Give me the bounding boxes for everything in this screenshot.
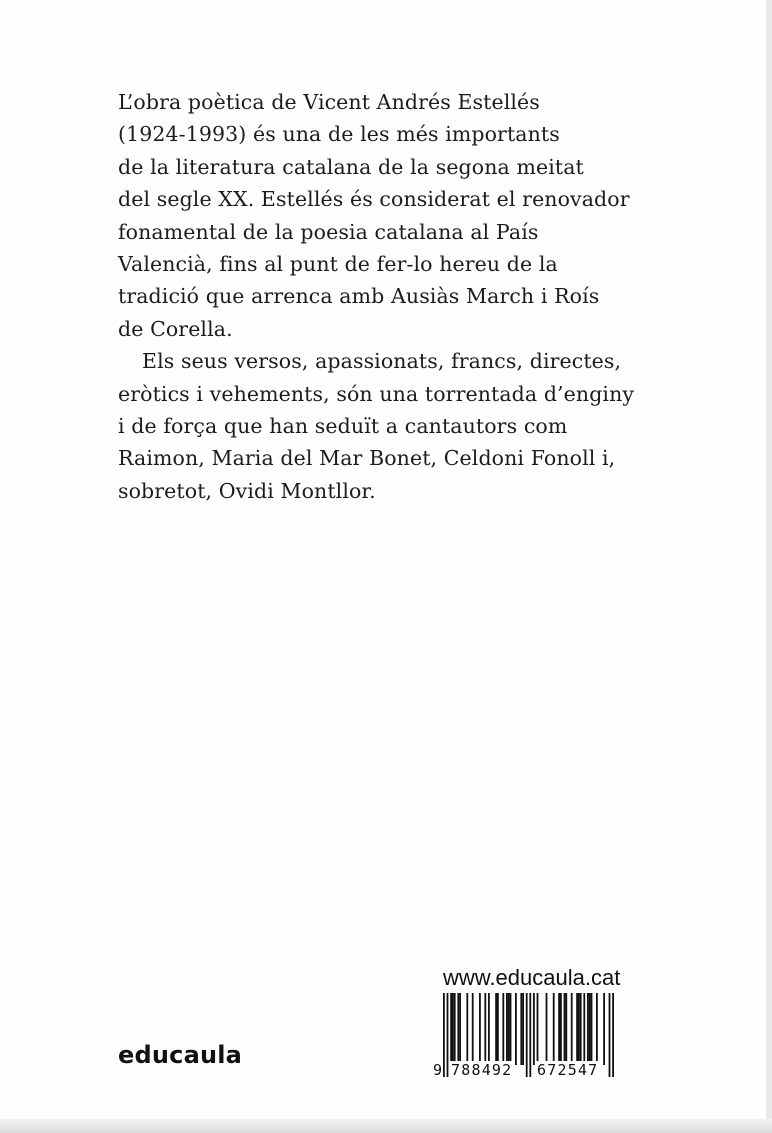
- blurb-text: [118, 86, 638, 507]
- blurb-line: del segle XX. Estellés és considerat el renovador: [118, 187, 630, 212]
- barcode-bar: [576, 993, 578, 1065]
- barcode-bar: [587, 993, 589, 1065]
- barcode-bar: [596, 993, 598, 1065]
- barcode-bar: [472, 993, 474, 1065]
- barcode-bar: [502, 993, 504, 1065]
- barcode-bar: [510, 993, 512, 1065]
- blurb-paragraph-1: [118, 86, 638, 345]
- barcode-bar: [484, 993, 486, 1065]
- barcode-bar: [479, 993, 481, 1065]
- barcode-bar: [452, 993, 454, 1065]
- barcode-bar: [488, 993, 490, 1065]
- barcode-bar: [454, 993, 456, 1065]
- blurb-line: sobretot, Ovidi Montllor.: [118, 478, 376, 503]
- blurb-line: Els seus versos, apassionats, francs, directes,: [142, 349, 622, 374]
- barcode-left-group: 788492: [451, 1061, 513, 1079]
- barcode-bar: [583, 993, 585, 1065]
- blurb-line: de Corella.: [118, 316, 233, 341]
- barcode-right-group: 672547: [537, 1061, 599, 1079]
- barcode-bar: [564, 993, 566, 1065]
- barcode-bar: [558, 993, 560, 1065]
- blurb-line: Raimon, Maria del Mar Bonet, Celdoni Fonoll i,: [118, 446, 616, 471]
- barcode-bar: [546, 993, 548, 1065]
- barcode-bar: [497, 993, 499, 1065]
- blurb-line: L’obra poètica de Vicent Andrés Estellés: [118, 90, 540, 114]
- barcode-bar: [515, 993, 517, 1065]
- barcode-bar: [580, 993, 582, 1065]
- barcode-bar: [520, 993, 522, 1065]
- barcode-bar: [506, 993, 508, 1065]
- blurb-line: Valencià, fins al punt de fer-lo hereu de la: [118, 252, 558, 277]
- blurb-line: (1924-1993) és una de les més importants: [118, 122, 560, 147]
- barcode-bar: [457, 993, 459, 1065]
- barcode-bar: [578, 993, 580, 1065]
- blurb-line: fonamental de la poesia catalana al País: [118, 219, 539, 244]
- barcode-bar: [553, 993, 555, 1065]
- blurb-line: de la literatura catalana de la segona meitat: [118, 154, 584, 179]
- barcode-bar: [495, 993, 497, 1065]
- barcode-bar: [603, 993, 605, 1065]
- barcode-bar: [571, 993, 573, 1065]
- barcode-bar: [560, 993, 562, 1065]
- barcode-bar: [589, 993, 591, 1065]
- barcode-bar: [565, 993, 567, 1065]
- website-url: www.educaula.cat: [443, 965, 621, 990]
- publisher-logo: educaula: [118, 1041, 243, 1069]
- barcode-bar: [591, 993, 593, 1065]
- blurb-line: tradició que arrenca amb Ausiàs March i Roís: [118, 284, 600, 309]
- barcode-bar: [537, 993, 539, 1065]
- barcode-bar: [522, 993, 524, 1065]
- barcode-digits: [432, 1061, 618, 1081]
- cover-bottom-edge: [0, 1119, 772, 1133]
- barcode-bar: [533, 993, 535, 1065]
- barcode-bar: [459, 993, 461, 1065]
- isbn-barcode: [432, 993, 618, 1081]
- barcode-first-digit: 9: [433, 1061, 443, 1079]
- blurb-paragraph-2: [118, 345, 638, 507]
- blurb-line: i de força que han seduït a cantautors com: [118, 414, 568, 439]
- blurb-line: eròtics i vehements, són una torrentada d’enginy: [118, 381, 635, 406]
- barcode-bar: [466, 993, 468, 1065]
- barcode-bar: [508, 993, 510, 1065]
- barcode-bar: [450, 993, 452, 1065]
